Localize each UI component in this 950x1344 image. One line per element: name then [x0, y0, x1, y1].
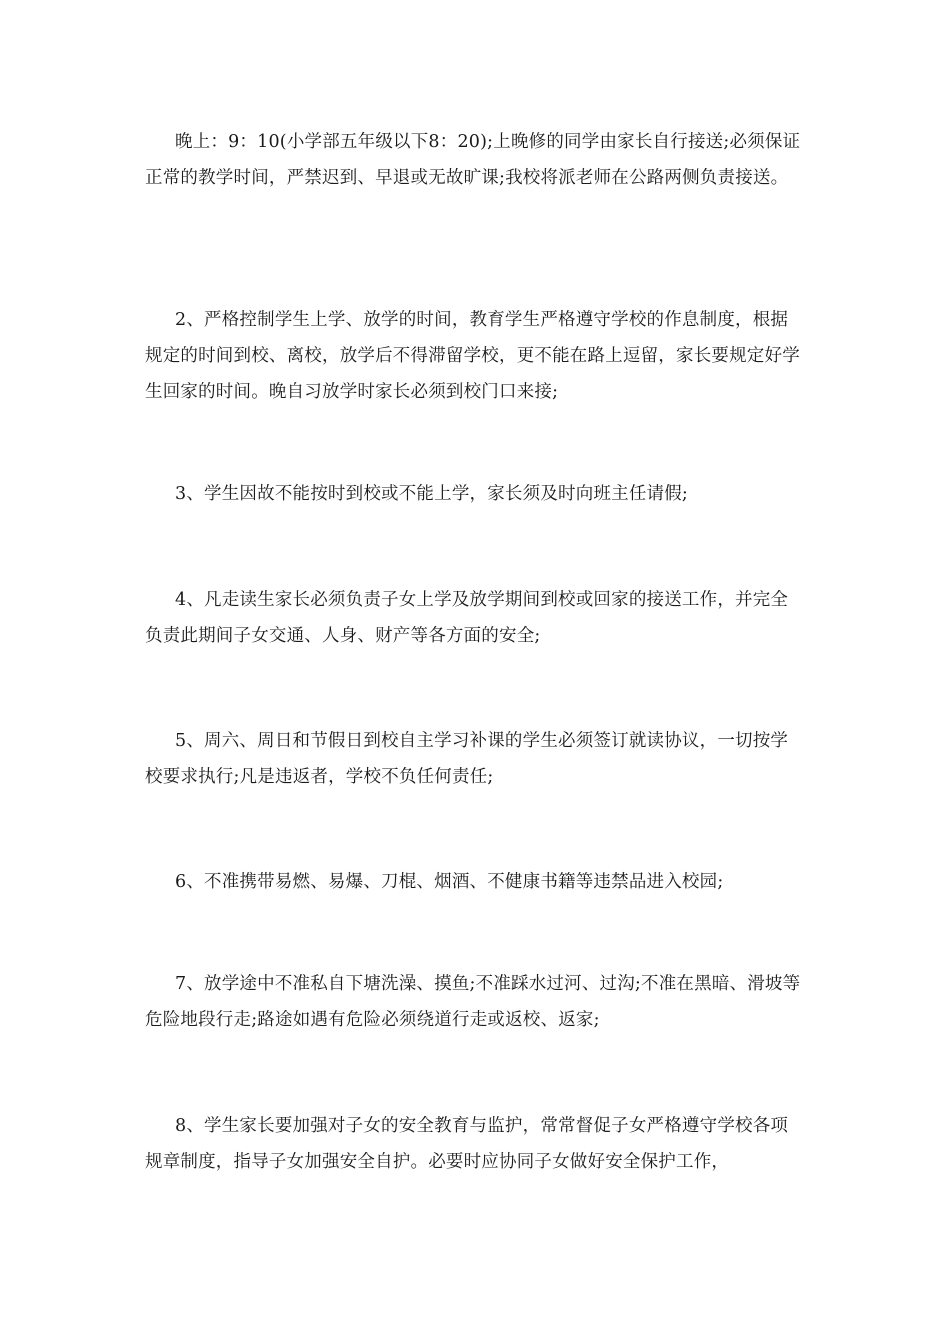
paragraph-rule-6: 6、不准携带易燃、易爆、刀棍、烟酒、不健康书籍等违禁品进入校园;	[175, 872, 724, 892]
paragraph-rule-8: 8、学生家长要加强对子女的安全教育与监护，常常督促子女严格遵守学校各项规章制度，指导子女加强安全自护。必要时应协同子女做好安全保护工作，	[145, 1116, 789, 1172]
paragraph-rule-7: 7、放学途中不准私自下塘洗澡、摸鱼;不准踩水过河、过沟;不准在黑暗、滑坡等危险地段行走;路途如遇有危险必须绕道行走或返校、返家;	[145, 974, 801, 1030]
paragraph-rule-2: 2、严格控制学生上学、放学的时间，教育学生严格遵守学校的作息制度，根据规定的时间到校、离校，放学后不得滞留学校，更不能在路上逗留，家长要规定好学生回家的时间。晚自习放学时家长必须到校门口来接;	[145, 310, 800, 402]
paragraph-rule-3: 3、学生因故不能按时到校或不能上学，家长须及时向班主任请假;	[175, 484, 689, 504]
paragraph-rule-4: 4、凡走读生家长必须负责子女上学及放学期间到校或回家的接送工作，并完全负责此期间子女交通、人身、财产等各方面的安全;	[145, 590, 789, 646]
paragraph-evening-schedule: 晚上：9：10(小学部五年级以下8：20);上晚修的同学由家长自行接送;必须保证正常的教学时间，严禁迟到、早退或无故旷课;我校将派老师在公路两侧负责接送。	[145, 132, 801, 188]
paragraph-rule-5: 5、周六、周日和节假日到校自主学习补课的学生必须签订就读协议，一切按学校要求执行;凡是违返者，学校不负任何责任;	[145, 731, 789, 787]
